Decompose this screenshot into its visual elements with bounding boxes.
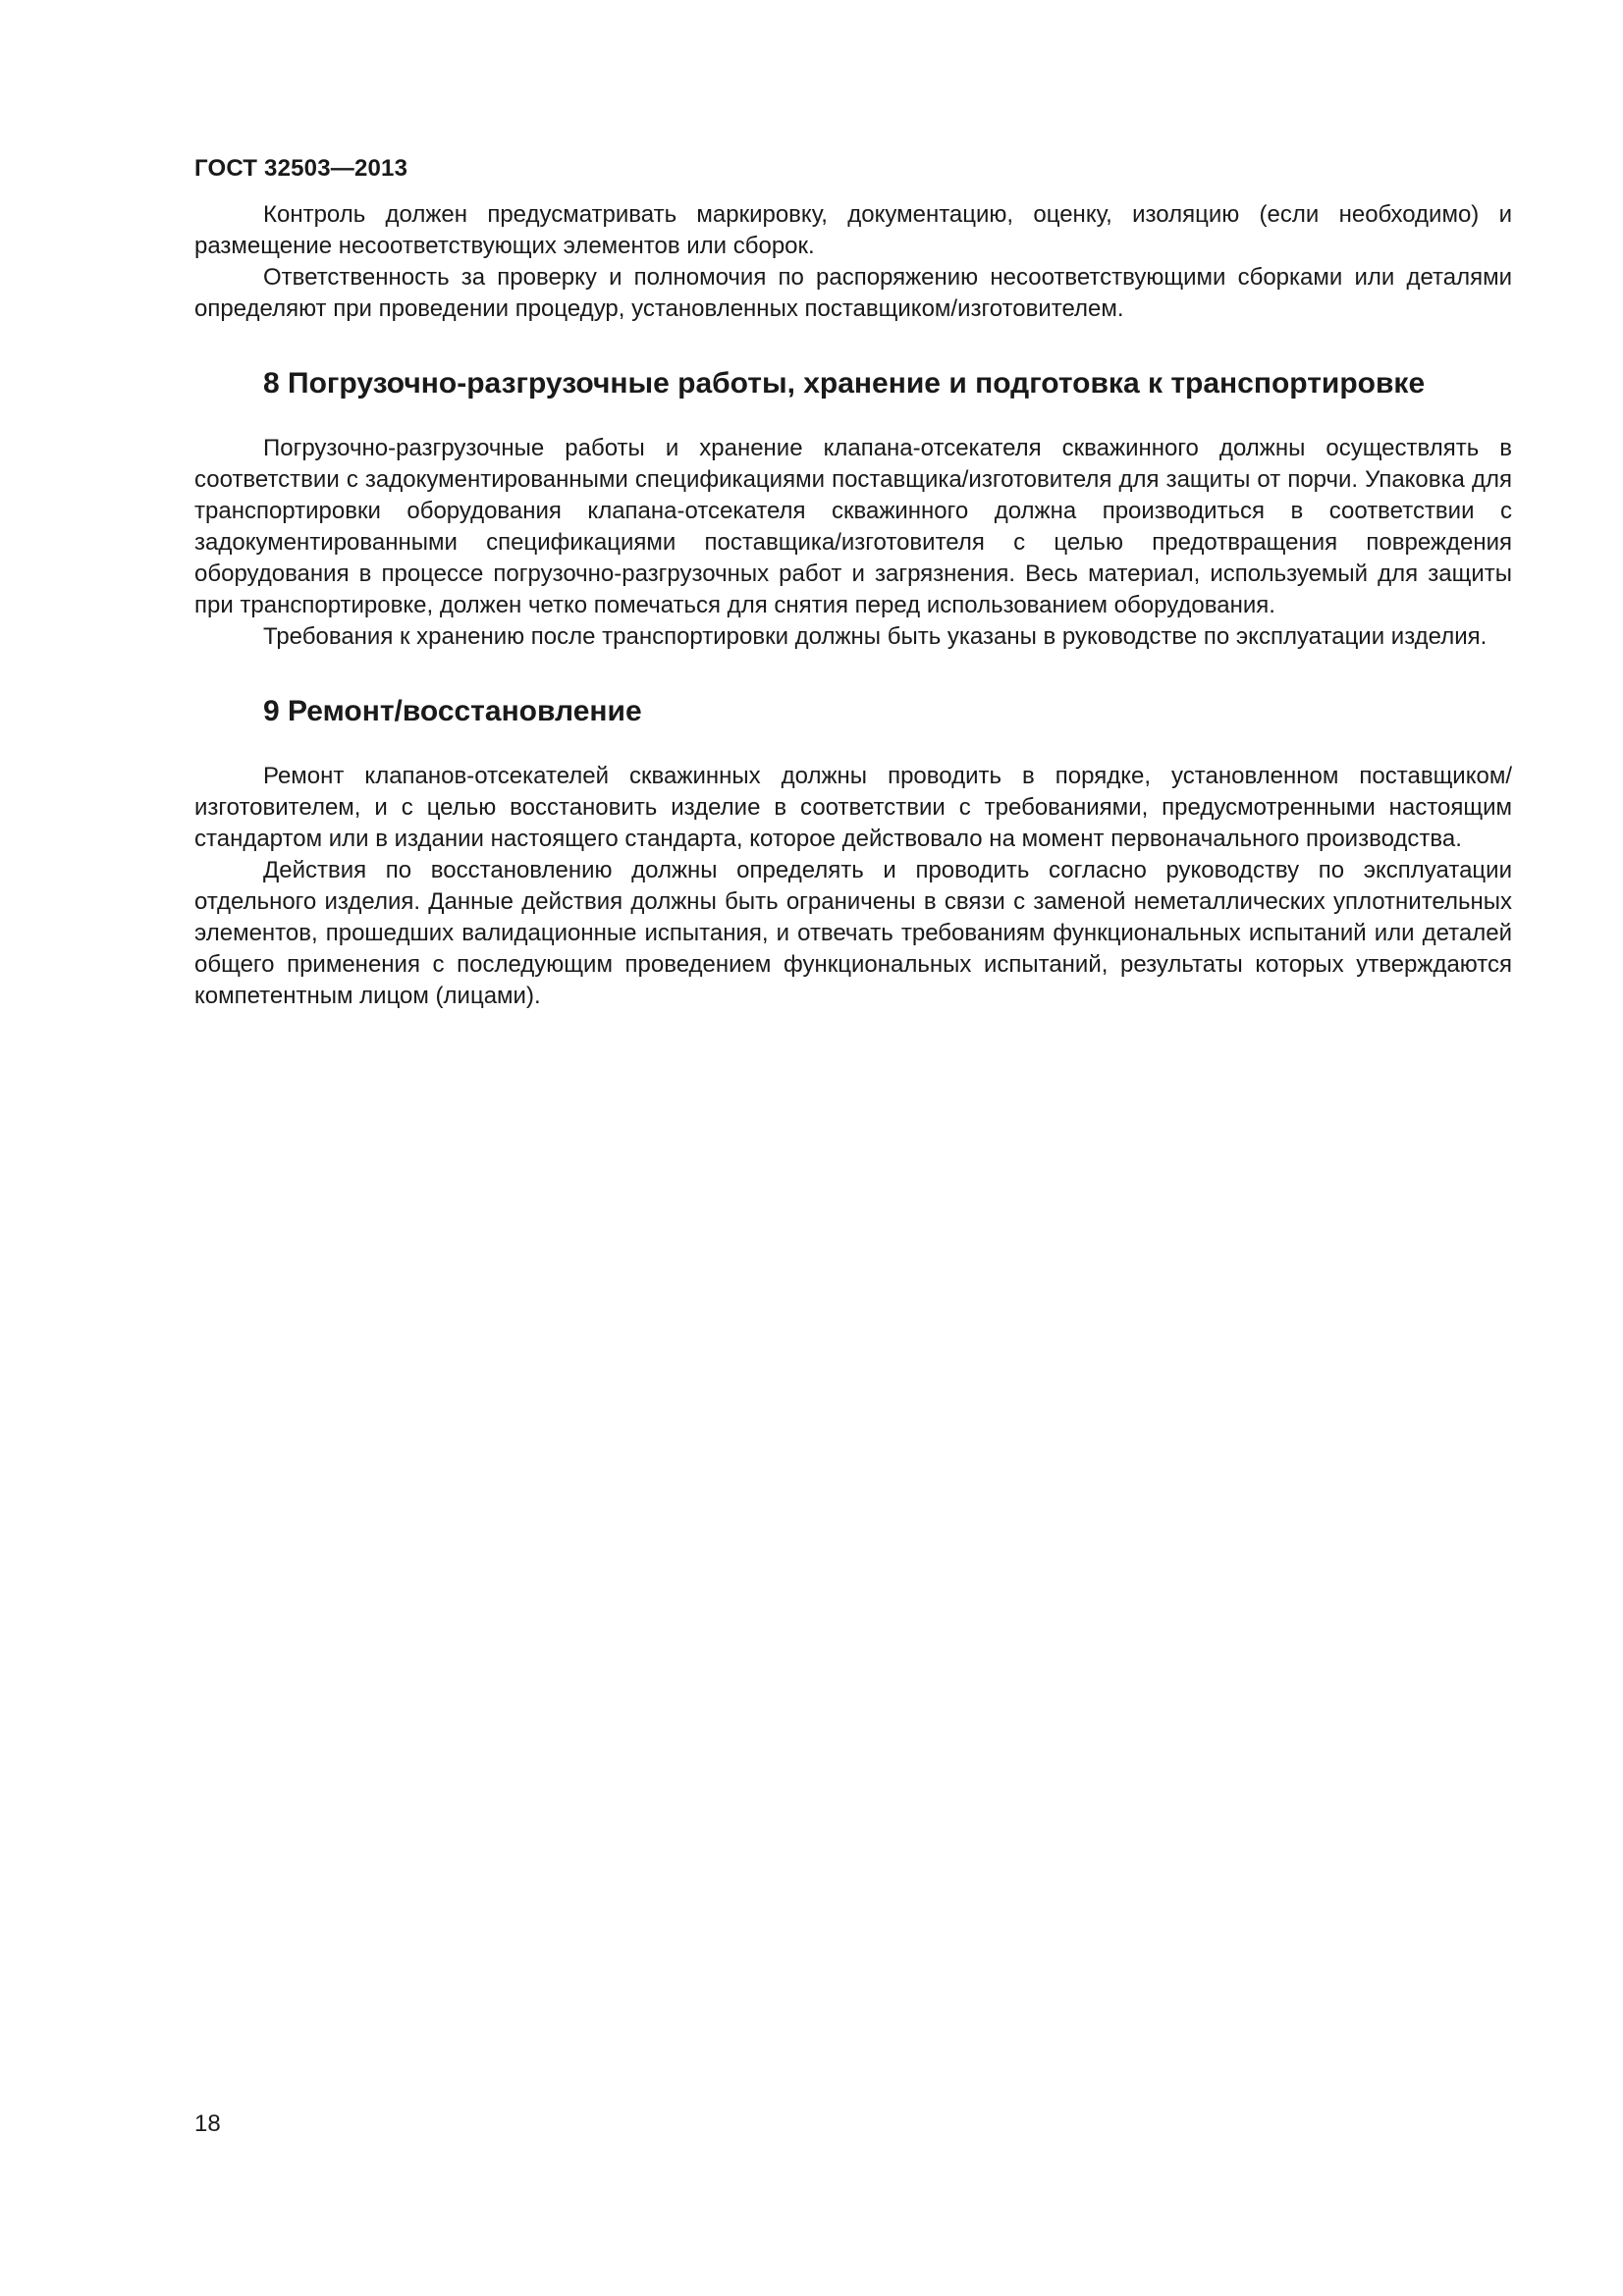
section-9-paragraph-restoration: Действия по восстановлению должны определять и проводить согласно руководству по эксплуатации отдельного изделия. Данные действия должны быть ограничены в связи с заменой неметаллических уплотнительных элементов, прошедших валидационные испытания, и отвечать требованиям функциональных испытаний или деталей общего применения с последующим проведением функциональных испытаний, результаты которых утверждаются компетентным лицом (лицами).: [194, 857, 1512, 1009]
section-8-paragraph-storage: Требования к хранению после транспортировки должны быть указаны в руководстве по эксплуатации изделия.: [263, 623, 1488, 650]
section-8-paragraph-handling: Погрузочно-разгрузочные работы и хранение клапана-отсекателя скважинного должны осуществлять в соответствии с задокументированными спецификациями поставщика/изготовителя для защиты от порчи. Упаковка для транспортировки оборудования клапана-отсекателя скважинного должна производиться в соответствии с задокументированными спецификациями поставщика/изготовителя с целью предотвращения повреждения оборудования в процессе погрузочно-разгрузочных работ и загрязнения. Весь материал, используемый для защиты при транспортировке, должен четко помечаться для снятия перед использованием оборудования.: [194, 435, 1512, 618]
intro-paragraph-control: Контроль должен предусматривать маркировку, документацию, оценку, изоляцию (если необходимо) и размещение несоответствующих элементов или сборок.: [194, 201, 1512, 259]
section-8-heading: 8 Погрузочно-разгрузочные работы, хранение и подготовка к транспортировке: [263, 367, 1426, 400]
standard-code-header: ГОСТ 32503—2013: [194, 155, 408, 182]
section-9-heading: 9 Ремонт/восстановление: [263, 695, 642, 727]
page-number: 18: [194, 2110, 221, 2137]
section-9-paragraph-repair: Ремонт клапанов-отсекателей скважинных должны проводить в порядке, установленном поставщиком/изготовителем, и с целью восстановить изделие в соответствии с требованиями, предусмотренными настоящим стандартом или в издании настоящего стандарта, которое действовало на момент первоначального производства.: [194, 763, 1512, 852]
page-content: [194, 199, 1512, 1012]
intro-paragraph-responsibility: Ответственность за проверку и полномочия по распоряжению несоответствующими сборками или деталями определяют при проведении процедур, установленных поставщиком/изготовителем.: [194, 264, 1512, 322]
